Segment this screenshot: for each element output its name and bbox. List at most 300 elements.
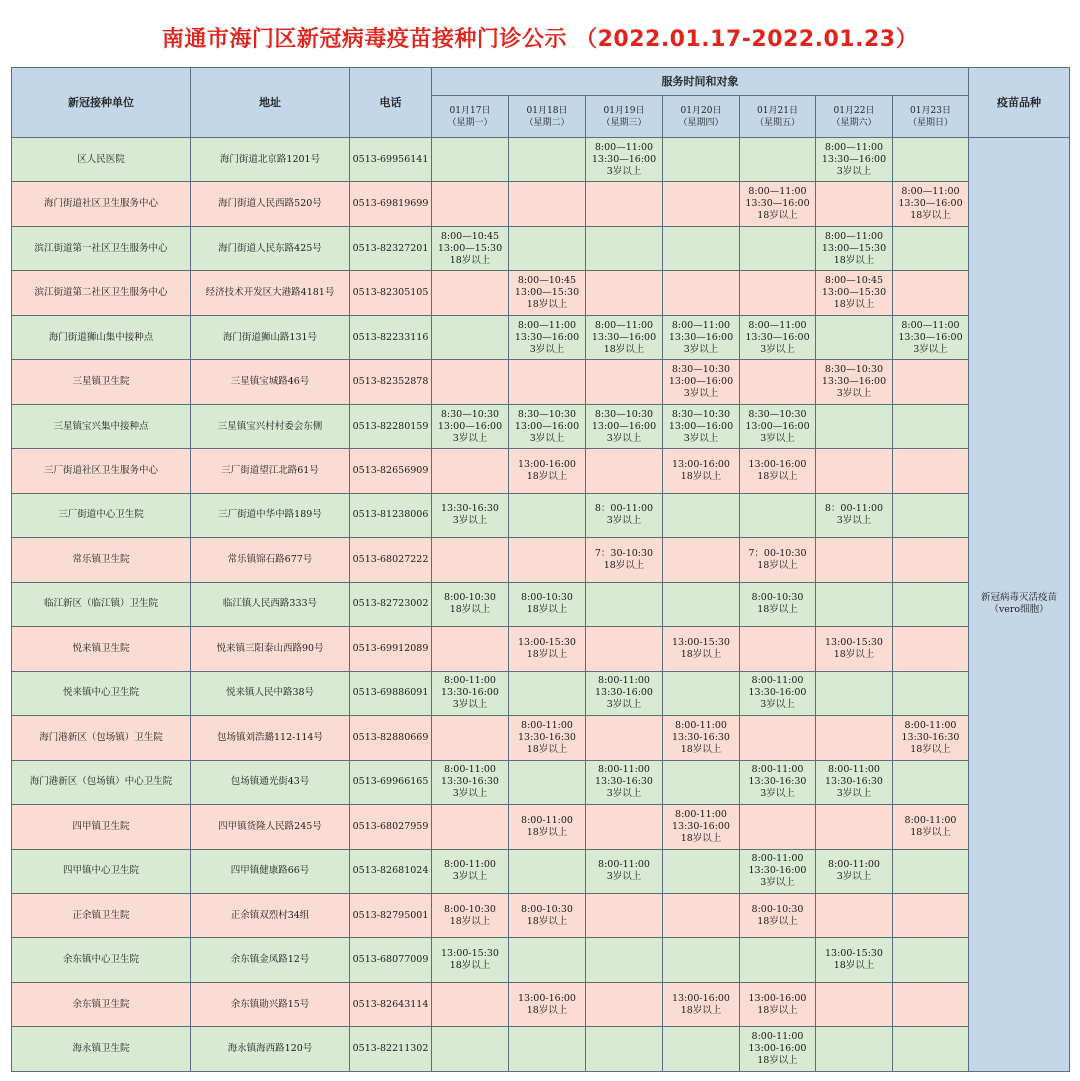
slot-cell-text: 8:00—11:00 13:30—16:00 3岁以上 <box>821 141 887 177</box>
header-day-7 <box>893 96 969 138</box>
phone-cell <box>350 893 432 937</box>
slot-cell <box>663 982 740 1026</box>
slot-cell <box>432 404 509 448</box>
table-row <box>12 360 1070 404</box>
phone-cell <box>350 582 432 626</box>
unit-cell <box>12 182 191 226</box>
slot-cell-text: 8:00—10:45 13:00—15:30 18岁以上 <box>437 230 503 266</box>
table-row <box>12 716 1070 760</box>
slot-cell <box>663 671 740 715</box>
table-row <box>12 538 1070 582</box>
unit-cell-text: 正余镇卫生院 <box>72 909 130 921</box>
slot-cell <box>816 449 893 493</box>
slot-cell-text: 8:00-11:00 3岁以上 <box>598 859 650 883</box>
table-row <box>12 182 1070 226</box>
slot-cell <box>663 315 740 359</box>
slot-cell <box>432 182 509 226</box>
unit-cell-text: 海门街道社区卫生服务中心 <box>43 198 158 210</box>
table-row <box>12 893 1070 937</box>
table-row <box>12 1027 1070 1071</box>
slot-cell <box>893 849 969 893</box>
slot-cell-text: 8:00-11:00 13:30-16:30 18岁以上 <box>518 719 576 755</box>
slot-cell <box>509 938 586 982</box>
slot-cell <box>509 271 586 315</box>
day-date: 01月20日 <box>680 105 722 116</box>
slot-cell <box>893 716 969 760</box>
slot-cell <box>740 538 816 582</box>
slot-cell-text: 8:30—10:30 13:00—16:00 3岁以上 <box>668 364 734 400</box>
table-row <box>12 315 1070 359</box>
slot-cell-text: 8:00—10:45 13:00—15:30 18岁以上 <box>514 275 580 311</box>
address-cell <box>191 315 350 359</box>
phone-cell <box>350 938 432 982</box>
unit-cell <box>12 716 191 760</box>
table-row <box>12 760 1070 804</box>
slot-cell-text: 8:00-10:30 18岁以上 <box>521 592 573 616</box>
slot-cell <box>586 360 663 404</box>
slot-cell-text: 8:00-11:00 13:30-16:00 18岁以上 <box>672 808 730 844</box>
header-day-2 <box>509 96 586 138</box>
slot-cell <box>816 982 893 1026</box>
slot-cell <box>509 449 586 493</box>
phone-cell-text: 0513-82352878 <box>352 376 429 388</box>
phone-cell-text: 0513-82795001 <box>352 909 429 921</box>
slot-cell <box>663 582 740 626</box>
slot-cell <box>509 627 586 671</box>
table-row <box>12 404 1070 448</box>
slot-cell <box>740 315 816 359</box>
slot-cell <box>740 360 816 404</box>
slot-cell-text: 8:00—11:00 13:30—16:00 18岁以上 <box>898 186 963 222</box>
slot-cell-text: 8:00-11:00 13:00-16:00 18岁以上 <box>748 1031 807 1067</box>
slot-cell <box>509 315 586 359</box>
slot-cell-text: 13:00-16:00 18岁以上 <box>748 459 807 483</box>
slot-cell <box>816 893 893 937</box>
unit-cell-text: 滨江街道第二社区卫生服务中心 <box>34 287 168 299</box>
address-cell-text: 悦来镇人民中路38号 <box>225 687 315 699</box>
phone-cell-text: 0513-82211302 <box>352 1043 429 1055</box>
day-weekday: （星期六） <box>831 117 877 128</box>
slot-cell <box>816 538 893 582</box>
slot-cell <box>663 449 740 493</box>
slot-cell-text: 8:00-11:00 13:30-16:30 18岁以上 <box>901 719 960 755</box>
slot-cell <box>432 760 509 804</box>
slot-cell-text: 8:00-11:00 13:30-16:30 3岁以上 <box>441 764 499 800</box>
address-cell <box>191 627 350 671</box>
slot-cell-text: 8:00-10:30 18岁以上 <box>751 592 804 616</box>
slot-cell-text: 8:30—10:30 13:00—16:00 3岁以上 <box>437 408 503 444</box>
slot-cell-text: 13:30-16:30 3岁以上 <box>441 503 499 527</box>
day-weekday: （星期三） <box>601 117 647 128</box>
header-phone: 电话 <box>350 68 432 138</box>
unit-cell-text: 海永镇卫生院 <box>72 1043 130 1055</box>
unit-cell-text: 四甲镇卫生院 <box>72 820 130 832</box>
slot-cell <box>663 627 740 671</box>
address-cell <box>191 849 350 893</box>
slot-cell <box>816 226 893 270</box>
slot-cell <box>816 760 893 804</box>
slot-cell-text: 8:00-11:00 13:30-16:00 3岁以上 <box>595 675 653 711</box>
table-row <box>12 582 1070 626</box>
slot-cell-text: 7：00-10:30 18岁以上 <box>748 547 807 571</box>
phone-cell <box>350 404 432 448</box>
slot-cell <box>893 538 969 582</box>
slot-cell <box>586 805 663 849</box>
slot-cell <box>586 493 663 537</box>
address-cell <box>191 1027 350 1071</box>
address-cell-text: 包场镇通光街43号 <box>230 776 310 788</box>
slot-cell-text: 8:00-11:00 18岁以上 <box>521 814 573 838</box>
slot-cell <box>740 627 816 671</box>
address-cell-text: 包场镇刘浩璐112-114号 <box>217 731 323 743</box>
slot-cell <box>432 493 509 537</box>
slot-cell-text: 8:00-11:00 13:30-16:00 3岁以上 <box>748 675 807 711</box>
slot-cell <box>432 716 509 760</box>
slot-cell <box>663 404 740 448</box>
address-cell <box>191 493 350 537</box>
unit-cell <box>12 671 191 715</box>
slot-cell <box>663 805 740 849</box>
phone-cell <box>350 1027 432 1071</box>
slot-cell-text: 13:00-15:30 18岁以上 <box>441 948 499 972</box>
slot-cell-text: 8:00-10:30 18岁以上 <box>521 903 573 927</box>
phone-cell-text: 0513-82643114 <box>352 998 429 1010</box>
slot-cell-text: 8:30—10:30 13:00—16:00 3岁以上 <box>591 408 657 444</box>
slot-cell <box>432 449 509 493</box>
unit-cell-text: 滨江街道第一社区卫生服务中心 <box>34 242 168 254</box>
address-cell <box>191 271 350 315</box>
slot-cell <box>663 360 740 404</box>
slot-cell-text: 8:00—11:00 13:30—16:00 3岁以上 <box>514 319 580 355</box>
header-day-4 <box>663 96 740 138</box>
slot-cell-text: 13:00-15:30 18岁以上 <box>518 636 576 660</box>
slot-cell <box>663 893 740 937</box>
slot-cell <box>663 182 740 226</box>
slot-cell <box>586 760 663 804</box>
slot-cell <box>893 138 969 182</box>
slot-cell <box>586 893 663 937</box>
phone-cell <box>350 138 432 182</box>
day-weekday: （星期二） <box>524 117 570 128</box>
slot-cell <box>432 138 509 182</box>
phone-cell <box>350 671 432 715</box>
slot-cell <box>586 538 663 582</box>
address-cell <box>191 893 350 937</box>
slot-cell <box>586 627 663 671</box>
slot-cell <box>816 582 893 626</box>
slot-cell <box>740 716 816 760</box>
slot-cell <box>740 404 816 448</box>
unit-cell <box>12 315 191 359</box>
unit-cell <box>12 449 191 493</box>
slot-cell-text: 8:00-11:00 18岁以上 <box>904 814 957 838</box>
slot-cell <box>586 182 663 226</box>
slot-cell <box>586 271 663 315</box>
slot-cell <box>816 805 893 849</box>
slot-cell <box>740 893 816 937</box>
address-cell-text: 三星镇宝兴村村委会东侧 <box>217 420 323 432</box>
slot-cell <box>509 538 586 582</box>
day-date: 01月22日 <box>833 105 875 116</box>
address-cell-text: 经济技术开发区大港路4181号 <box>205 287 335 299</box>
slot-cell <box>816 493 893 537</box>
slot-cell <box>893 627 969 671</box>
slot-cell <box>816 849 893 893</box>
slot-cell <box>893 271 969 315</box>
day-date: 01月17日 <box>449 105 491 116</box>
address-cell-text: 余东镇勋兴路15号 <box>230 998 310 1010</box>
slot-cell <box>663 849 740 893</box>
table-row <box>12 493 1070 537</box>
phone-cell-text: 0513-82880669 <box>352 731 429 743</box>
phone-cell <box>350 538 432 582</box>
address-cell-text: 海门街道狮山路131号 <box>222 331 318 343</box>
address-cell <box>191 138 350 182</box>
phone-cell-text: 0513-82327201 <box>352 242 429 254</box>
phone-cell-text: 0513-69912089 <box>352 642 429 654</box>
address-cell <box>191 449 350 493</box>
slot-cell <box>586 449 663 493</box>
header-vaccine-type: 疫苗品种 <box>969 68 1070 138</box>
address-cell <box>191 404 350 448</box>
slot-cell <box>893 226 969 270</box>
address-cell <box>191 582 350 626</box>
slot-cell <box>663 716 740 760</box>
day-weekday: （星期一） <box>447 117 493 128</box>
slot-cell <box>663 1027 740 1071</box>
slot-cell-text: 13:00-15:30 18岁以上 <box>825 636 883 660</box>
slot-cell <box>586 582 663 626</box>
slot-cell <box>740 271 816 315</box>
unit-cell <box>12 538 191 582</box>
slot-cell-text: 8:00-11:00 13:30-16:30 3岁以上 <box>825 764 883 800</box>
phone-cell-text: 0513-68027222 <box>352 553 429 565</box>
slot-cell <box>740 805 816 849</box>
unit-cell <box>12 493 191 537</box>
slot-cell-text: 8:00-11:00 13:30-16:30 3岁以上 <box>595 764 653 800</box>
slot-cell <box>663 271 740 315</box>
address-cell <box>191 805 350 849</box>
slot-cell <box>740 182 816 226</box>
slot-cell-text: 8:30—10:30 13:00—16:00 3岁以上 <box>514 408 580 444</box>
unit-cell-text: 三厂街道中心卫生院 <box>58 509 144 521</box>
unit-cell-text: 海门街道狮山集中接种点 <box>48 331 154 343</box>
unit-cell <box>12 582 191 626</box>
slot-cell <box>816 360 893 404</box>
slot-cell-text: 8:00-11:00 13:30-16:00 3岁以上 <box>441 675 499 711</box>
address-cell-text: 四甲镇货隆人民路245号 <box>218 820 322 832</box>
unit-cell-text: 三星镇卫生院 <box>72 376 130 388</box>
slot-cell <box>893 893 969 937</box>
day-weekday: （星期五） <box>754 117 800 128</box>
table-row <box>12 938 1070 982</box>
slot-cell <box>816 1027 893 1071</box>
slot-cell <box>740 1027 816 1071</box>
slot-cell <box>509 982 586 1026</box>
address-cell-text: 海永镇海西路120号 <box>227 1043 313 1055</box>
day-date: 01月19日 <box>603 105 645 116</box>
slot-cell-text: 8:30—10:30 13:30—16:00 3岁以上 <box>821 364 887 400</box>
phone-cell <box>350 849 432 893</box>
slot-cell <box>893 493 969 537</box>
slot-cell-text: 8:00—11:00 13:30—16:00 3岁以上 <box>898 319 963 355</box>
slot-cell <box>663 538 740 582</box>
slot-cell <box>509 671 586 715</box>
vaccination-schedule-table <box>11 67 1070 1072</box>
slot-cell <box>432 315 509 359</box>
slot-cell <box>893 1027 969 1071</box>
slot-cell <box>816 315 893 359</box>
phone-cell-text: 0513-68027959 <box>352 820 429 832</box>
slot-cell-text: 8:00—11:00 13:30—16:00 3岁以上 <box>591 141 657 177</box>
slot-cell <box>740 938 816 982</box>
table-row <box>12 138 1070 182</box>
address-cell <box>191 538 350 582</box>
slot-cell-text: 8:00—11:00 13:30—16:00 18岁以上 <box>591 319 657 355</box>
unit-cell <box>12 271 191 315</box>
unit-cell-text: 余东镇中心卫生院 <box>62 954 139 966</box>
slot-cell <box>432 893 509 937</box>
slot-cell <box>893 404 969 448</box>
vaccine-type-text: 新冠病毒灭活疫苗 （vero细胞） <box>981 592 1058 616</box>
slot-cell <box>740 982 816 1026</box>
address-cell-text: 海门街道人民东路425号 <box>218 242 322 254</box>
slot-cell <box>893 760 969 804</box>
address-cell <box>191 360 350 404</box>
unit-cell-text: 海门港新区（包场镇）中心卫生院 <box>29 776 173 788</box>
slot-cell <box>816 627 893 671</box>
phone-cell-text: 0513-81238006 <box>352 509 429 521</box>
day-weekday: （星期四） <box>678 117 724 128</box>
phone-cell <box>350 360 432 404</box>
slot-cell <box>740 760 816 804</box>
unit-cell-text: 悦来镇卫生院 <box>72 642 130 654</box>
address-cell <box>191 938 350 982</box>
phone-cell-text: 0513-68077009 <box>352 954 429 966</box>
unit-cell-text: 三星镇宝兴集中接种点 <box>53 420 149 432</box>
address-cell-text: 三星镇宝城路46号 <box>230 376 310 388</box>
address-cell-text: 海门街道人民西路520号 <box>218 198 322 210</box>
slot-cell <box>586 849 663 893</box>
unit-cell <box>12 404 191 448</box>
vaccine-type-cell <box>969 138 1070 1072</box>
phone-cell <box>350 493 432 537</box>
slot-cell <box>893 360 969 404</box>
slot-cell <box>432 538 509 582</box>
slot-cell-text: 13:00-16:00 18岁以上 <box>518 992 576 1016</box>
address-cell <box>191 716 350 760</box>
slot-cell <box>509 582 586 626</box>
slot-cell-text: 8:30—10:30 13:00—16:00 3岁以上 <box>745 408 810 444</box>
slot-cell <box>893 582 969 626</box>
slot-cell-text: 8:00—11:00 13:30—16:00 18岁以上 <box>745 186 810 222</box>
slot-cell-text: 8:00-10:30 18岁以上 <box>751 903 804 927</box>
slot-cell <box>432 627 509 671</box>
phone-cell <box>350 182 432 226</box>
slot-cell-text: 13:00-16:00 18岁以上 <box>672 992 730 1016</box>
slot-cell <box>816 182 893 226</box>
slot-cell <box>586 716 663 760</box>
header-address: 地址 <box>191 68 350 138</box>
slot-cell-text: 8:00—11:00 13:00—15:30 18岁以上 <box>821 230 887 266</box>
slot-cell-text: 8:00-11:00 3岁以上 <box>828 859 880 883</box>
unit-cell <box>12 226 191 270</box>
address-cell-text: 余东镇金凤路12号 <box>230 954 310 966</box>
day-weekday: （星期日） <box>908 117 954 128</box>
phone-cell-text: 0513-82723002 <box>352 598 429 610</box>
unit-cell-text: 区人民医院 <box>77 153 125 165</box>
slot-cell <box>893 938 969 982</box>
slot-cell <box>893 805 969 849</box>
day-date: 01月18日 <box>526 105 568 116</box>
slot-cell <box>586 138 663 182</box>
slot-cell <box>432 360 509 404</box>
phone-cell <box>350 449 432 493</box>
slot-cell <box>509 404 586 448</box>
address-cell <box>191 671 350 715</box>
slot-cell <box>816 404 893 448</box>
slot-cell <box>893 671 969 715</box>
slot-cell <box>509 182 586 226</box>
slot-cell <box>740 449 816 493</box>
phone-cell <box>350 760 432 804</box>
address-cell-text: 临江镇人民西路333号 <box>222 598 318 610</box>
header-day-6 <box>816 96 893 138</box>
slot-cell <box>432 226 509 270</box>
slot-cell <box>586 671 663 715</box>
slot-cell <box>663 760 740 804</box>
table-row <box>12 671 1070 715</box>
slot-cell <box>740 493 816 537</box>
unit-cell-text: 余东镇卫生院 <box>72 998 130 1010</box>
header-day-1 <box>432 96 509 138</box>
unit-cell <box>12 627 191 671</box>
header-day-5 <box>740 96 816 138</box>
address-cell-text: 海门街道北京路1201号 <box>219 153 321 165</box>
phone-cell-text: 0513-69886091 <box>352 687 429 699</box>
slot-cell <box>893 182 969 226</box>
day-date: 01月23日 <box>910 105 951 116</box>
unit-cell <box>12 849 191 893</box>
slot-cell <box>509 1027 586 1071</box>
unit-cell <box>12 982 191 1026</box>
slot-cell <box>586 315 663 359</box>
unit-cell-text: 海门港新区（包场镇）卫生院 <box>39 731 163 743</box>
slot-cell <box>663 938 740 982</box>
slot-cell <box>816 716 893 760</box>
phone-cell-text: 0513-69966165 <box>352 776 429 788</box>
phone-cell-text: 0513-82681024 <box>352 865 429 877</box>
slot-cell <box>586 226 663 270</box>
slot-cell <box>509 716 586 760</box>
slot-cell <box>509 493 586 537</box>
slot-cell <box>740 849 816 893</box>
unit-cell-text: 临江新区（临江镇）卫生院 <box>43 598 158 610</box>
slot-cell-text: 8:00-11:00 13:30-16:30 3岁以上 <box>748 764 807 800</box>
slot-cell-text: 8：00-11:00 3岁以上 <box>594 503 654 527</box>
phone-cell-text: 0513-69956141 <box>352 153 429 165</box>
slot-cell <box>432 582 509 626</box>
phone-cell <box>350 315 432 359</box>
unit-cell <box>12 805 191 849</box>
slot-cell-text: 8:00—10:45 13:00—15:30 18岁以上 <box>821 275 887 311</box>
slot-cell <box>586 1027 663 1071</box>
slot-cell <box>663 138 740 182</box>
header-service-time: 服务时间和对象 <box>432 68 969 96</box>
slot-cell <box>663 493 740 537</box>
address-cell-text: 悦来镇三阳泰山西路90号 <box>216 642 324 654</box>
page-title: 南通市海门区新冠病毒疫苗接种门诊公示 （2022.01.17-2022.01.23） <box>161 27 919 52</box>
